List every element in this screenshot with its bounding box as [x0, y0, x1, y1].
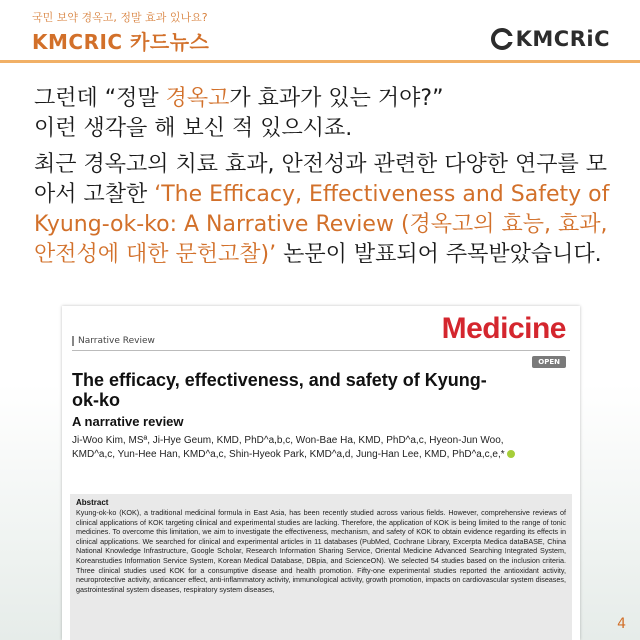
kmcric-logo [491, 24, 610, 54]
orcid-icon [507, 450, 515, 458]
paragraph-before: 최근 경옥고의 치료 효과, 안전성과 관련한 다양한 연구를 모아서 고찰한 [34, 152, 607, 207]
brand-title: KMCRIC 카드뉴스 [32, 30, 210, 54]
paper-title: The efficacy, effectiveness, and safety of Kyung-ok-ko [72, 370, 487, 410]
open-access-badge: OPEN [532, 356, 566, 368]
intro-text [34, 84, 614, 144]
logo-c-mark-icon [491, 28, 513, 50]
abstract-text: Kyung-ok-ko (KOK), a traditional medicinal formula in East Asia, has been recently studied across various fields. However, comprehensive reviews of clinical applications of KOK targeting clinical and experimental studies are lacking. Therefore, the application of KOK is being limited to the range of tonic medicines. To overcome this limitation, we aim to investigate the effectiveness, mechanism, and safety of KOK to obtain evidence regarding its effects in clinical applications. We searched for clinical and experimental articles in 11 databases (PubMed, Cochrane Library, Excerpta Medica dataBASE, China National Knowledge Infrastructure, Google Scholar, Research Information Sharing Service, Oriental Medicine Advanced Searching Integrated System, Koreanstudies Information Service System, Korean Medical Database, DBpia, and ScienceON). We selected 54 studies based on the inclusion criteria. Three clinical studies used KOK for a consumptive disease and health promotion. Fifty-one experimental studies reported the antioxidant activity, neuroprotective activity, anticancer effect, anti-inflammatory activity, immunological activity, growth promotion, impacts on cardiovascular system diseases, gastrointestinal system diseases, respiratory system diseases, [76, 508, 566, 594]
intro-line-2: 이런 생각을 해 보신 적 있으시죠. [34, 116, 353, 141]
main-paragraph [34, 150, 614, 270]
paper-authors [72, 434, 532, 462]
paper-screenshot [62, 306, 580, 640]
header [0, 0, 640, 62]
abstract-box [70, 494, 572, 640]
journal-logo: Medicine [441, 312, 566, 345]
authors-text: Ji-Woo Kim, MSª, Ji-Hye Geum, KMD, PhD^a,b,c, Won-Bae Ha, KMD, PhD^a,c, Hyeon-Jun Woo, KMD^a,c, Yun-Hee Han, KMD^a,c, Shin-Hyeok Park, KMD^a,d, Jung-Han Lee, KMD, PhD^a,c,e,* [72, 435, 505, 460]
header-divider [0, 60, 640, 63]
paper-title-highlight: ‘The Efficacy, Effectiveness and Safety of Kyung-ok-ko: A Narrative Review (경옥고의 효능, 효과, 안전성에 대한 문헌고찰)’ [34, 182, 610, 267]
paper-divider [72, 350, 570, 351]
intro-line1-before: 그런데 “정말 [34, 86, 166, 111]
header-supertitle: 국민 보약 경옥고, 정말 효과 있나요? [32, 11, 208, 24]
intro-line-1 [34, 84, 614, 114]
article-type: Narrative Review [72, 336, 155, 346]
logo-text: KMCRiC [515, 27, 610, 51]
intro-highlight: 경옥고 [165, 86, 230, 111]
paragraph-after: 논문이 발표되어 주목받았습니다. [276, 242, 602, 267]
intro-line1-after: 가 효과가 있는 거야?” [229, 86, 444, 111]
page-number: 4 [617, 616, 626, 632]
abstract-heading: Abstract [76, 498, 109, 507]
paper-subtitle: A narrative review [72, 414, 184, 429]
